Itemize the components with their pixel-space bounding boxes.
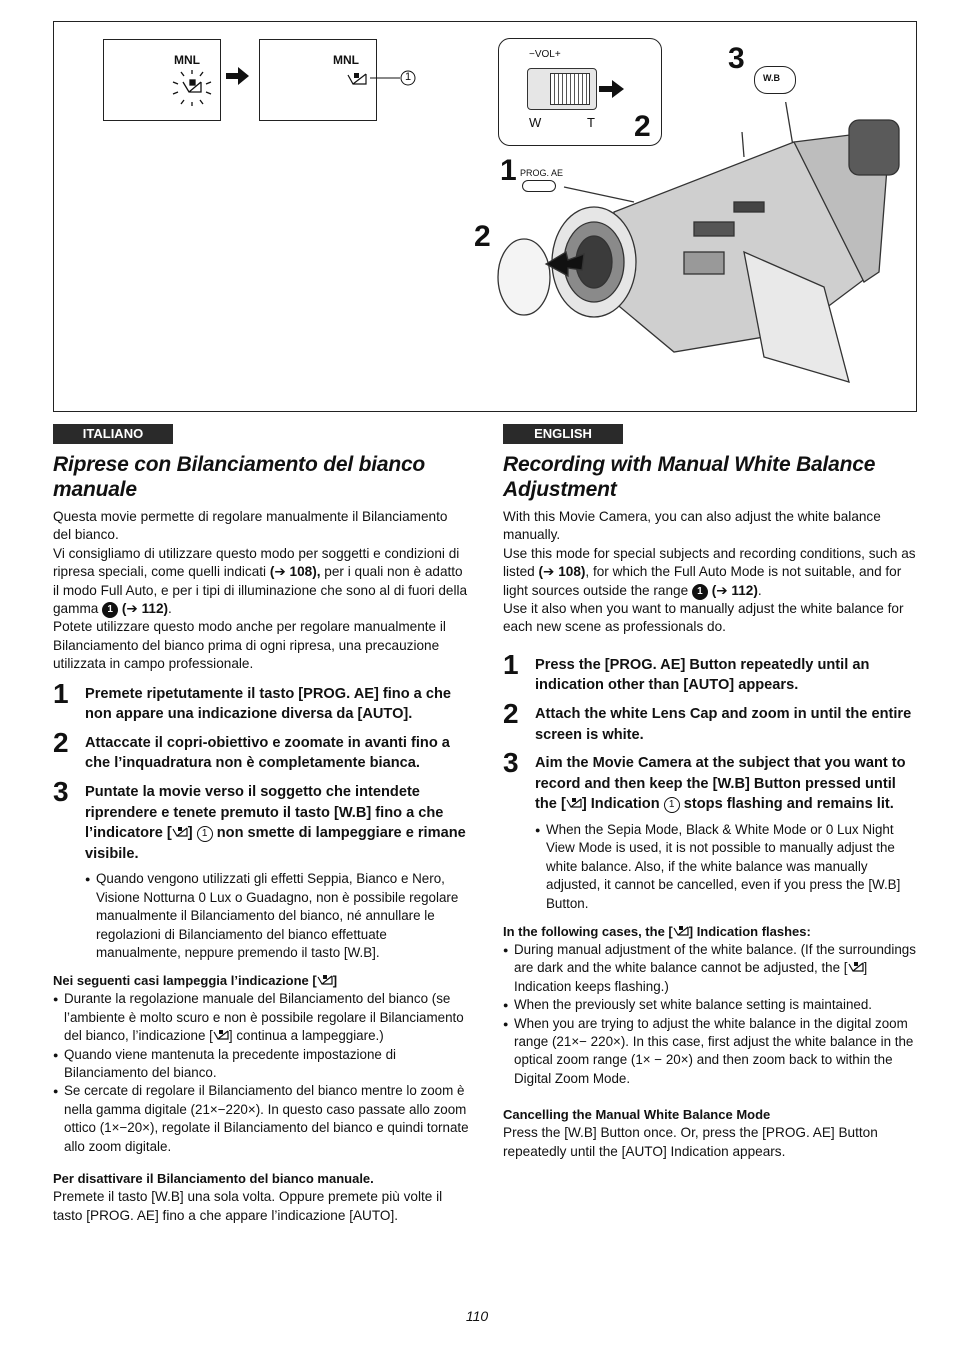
steps-list: [503, 648, 919, 913]
cancel-text: Premete il tasto [W.B] una sola volta. Oppure premete più volte il tasto [PROG. AE] fino a che appare l’indicazione [AUTO].: [53, 1189, 443, 1223]
flash-cases-list: [53, 990, 469, 1156]
steps-list: [53, 677, 469, 963]
white-balance-icon: [317, 975, 333, 986]
step-number: 1: [53, 677, 69, 709]
page-number: 110: [465, 1308, 489, 1324]
list-item: ● During manual adjustment of the white balance. (If the surroundings are dark and the white balance cannot be adjusted, the [ ] Indication keeps flashing.): [503, 941, 919, 996]
wide-label: W: [529, 115, 542, 130]
section-title: Recording with Manual White Balance Adjustment: [503, 453, 876, 501]
white-balance-flashing-icon: [170, 70, 214, 106]
intro-paragraph: Use this mode for special subjects and recording conditions, such as listed (➔ 108), for which the Full Auto Mode is not suitable, and for light sources outside the range 1 (➔ 112).: [503, 545, 916, 598]
step-item: [503, 747, 919, 815]
wb-button[interactable]: [754, 66, 796, 94]
step-text: Premete ripetutamente il tasto [PROG. AE] fino a che non appare una indicazione diversa da [AUTO].: [85, 685, 451, 723]
prog-ae-label: PROG. AE: [520, 168, 564, 178]
cancel-heading: Cancelling the Manual White Balance Mode: [503, 1107, 771, 1123]
step-text: Aim the Movie Camera at the subject that you want to record and then keep the [W.B] Button pressed until the [ ] Indication 1 stops flashing and remains lit.: [535, 755, 906, 813]
english-column: [503, 424, 919, 1161]
intro-text: [53, 508, 469, 674]
cancel-heading: Per disattivare il Bilanciamento del bianco manuale.: [53, 1171, 374, 1187]
white-balance-icon: [566, 798, 582, 809]
white-balance-icon: [213, 1030, 229, 1041]
wb-button-label: W.B: [763, 73, 780, 83]
step-3-marker: 3: [728, 42, 745, 75]
vol-label: −VOL+: [529, 49, 561, 60]
step-text: Press the [PROG. AE] Button repeatedly until an indication other than [AUTO] appears.: [535, 656, 870, 694]
step-2-marker: 2: [634, 110, 651, 143]
lcd-display-flashing: [103, 39, 221, 121]
step-number: 1: [503, 648, 519, 680]
mnl-label: MNL: [333, 53, 359, 67]
intro-paragraph: Questa movie permette di regolare manualmente il Bilanciamento del bianco.: [53, 509, 448, 543]
step-number: 3: [53, 776, 69, 808]
step-number: 2: [503, 698, 519, 730]
step-item: [503, 698, 919, 745]
mnl-label: MNL: [174, 53, 200, 67]
list-item: ● When you are trying to adjust the white balance in the digital zoom range (21×− 220×). In this case, first adjust the white balance in the optical zoom range (1× − 20×) and then zoom back to within the Digital Zoom Mode.: [503, 1015, 919, 1089]
arrow-right-icon: [226, 66, 250, 86]
language-tag: ENGLISH: [503, 424, 623, 444]
cancel-text: Press the [W.B] Button once. Or, press the [PROG. AE] Button repeatedly until the [AUTO] Indication appears.: [503, 1125, 878, 1159]
step-number: 2: [53, 726, 69, 758]
white-balance-icon: [673, 926, 689, 937]
step-item: [53, 776, 469, 864]
arrow-right-icon: [599, 79, 625, 99]
flash-cases-heading: In the following cases, the [ ] Indication flashes:: [503, 924, 811, 940]
step-item: [53, 677, 469, 725]
intro-paragraph: With this Movie Camera, you can also adjust the white balance manually.: [503, 509, 881, 543]
white-balance-icon: [172, 827, 188, 838]
note-bullet: ● Quando vengono utilizzati gli effetti Seppia, Bianco e Nero, Visione Notturna 0 Lux o Guadagno, non è possibile regolare manualmente il Bilanciamento del bianco, né annullare le regolazioni di Bilanciamento del bianco effettuate manualmente, neppure premendo il tasto [W.B].: [85, 870, 469, 962]
lcd-display-lit: [259, 39, 377, 121]
intro-paragraph: Vi consigliamo di utilizzare questo modo per soggetti e condizioni di ripresa speciali, come quelli indicati (➔ 108), per i quali non è adatto il modo Full Auto, e per i tipi di illuminazione che sono al di fuori della gamma 1 (➔ 112).: [53, 545, 468, 617]
step-text: Attaccate il copri-obiettivo e zoomate in avanti fino a che l’inquadratura non è completamente bianca.: [85, 734, 450, 772]
step-number: 3: [503, 747, 519, 779]
step-text: Attach the white Lens Cap and zoom in until the entire screen is white.: [535, 706, 912, 743]
illustration-panel: [53, 21, 917, 412]
camcorder-illustration: [494, 102, 914, 402]
step-2-marker: 2: [474, 220, 491, 253]
intro-paragraph: Use it also when you want to manually adjust the white balance for each new scene as professionals do.: [503, 601, 904, 635]
circled-number-1-icon: 1: [692, 584, 708, 600]
step-item: [53, 726, 469, 774]
intro-paragraph: Potete utilizzare questo modo anche per regolare manualmente il Bilanciamento del bianco prima di ogni ripresa, una precauzione utilizzata in campo professionale.: [53, 619, 446, 672]
step-1-marker: 1: [500, 154, 517, 187]
list-item: ● Quando viene mantenuta la precedente impostazione di Bilanciamento del bianco.: [53, 1046, 469, 1083]
tele-label: T: [587, 115, 595, 130]
callout-leader: [370, 70, 420, 86]
callout-number: 1: [404, 71, 412, 83]
intro-text: [503, 508, 919, 637]
step-item: [503, 648, 919, 696]
list-item: ● When the previously set white balance setting is maintained.: [503, 996, 919, 1014]
flash-cases-heading: Nei seguenti casi lampeggia l’indicazione [ ]: [53, 973, 338, 989]
circled-number-1-icon: 1: [197, 826, 213, 842]
list-item: ● Se cercate di regolare il Bilanciamento del bianco mentre lo zoom è nella gamma digitale (21×−220×). In questo caso passate allo zoom ottico (1×−20×), regolate il Bilanciamento del bianco e quindi tornate allo zoom digitale.: [53, 1082, 469, 1156]
list-item: ● Durante la regolazione manuale del Bilanciamento del bianco (se l’ambiente è molto scuro e non è possibile regolare il Bilanciamento del bianco, l’indicazione [ ] continua a lampeggiare.): [53, 990, 469, 1045]
step-text: Puntate la movie verso il soggetto che intendete riprendere e tenete premuto il tasto [W.B] fino a che l’indicatore [ ] 1 non smette di lampeggiare e rimane visibile.: [85, 784, 466, 862]
flash-cases-list: [503, 941, 919, 1088]
white-balance-icon: [848, 962, 864, 973]
language-tag: ITALIANO: [53, 424, 173, 444]
white-balance-icon: [346, 72, 368, 86]
circled-number-1-icon: 1: [664, 797, 680, 813]
section-title: Riprese con Bilanciamento del bianco manuale: [53, 453, 426, 501]
note-bullet: ● When the Sepia Mode, Black & White Mode or 0 Lux Night View Mode is used, it is not possible to manually adjust the white balance. Also, if the white balance was manually adjusted, it cannot be cancelled, even if you press the [W.B] Button.: [535, 821, 919, 913]
italian-column: [53, 424, 469, 1225]
circled-number-1-icon: 1: [102, 602, 118, 618]
